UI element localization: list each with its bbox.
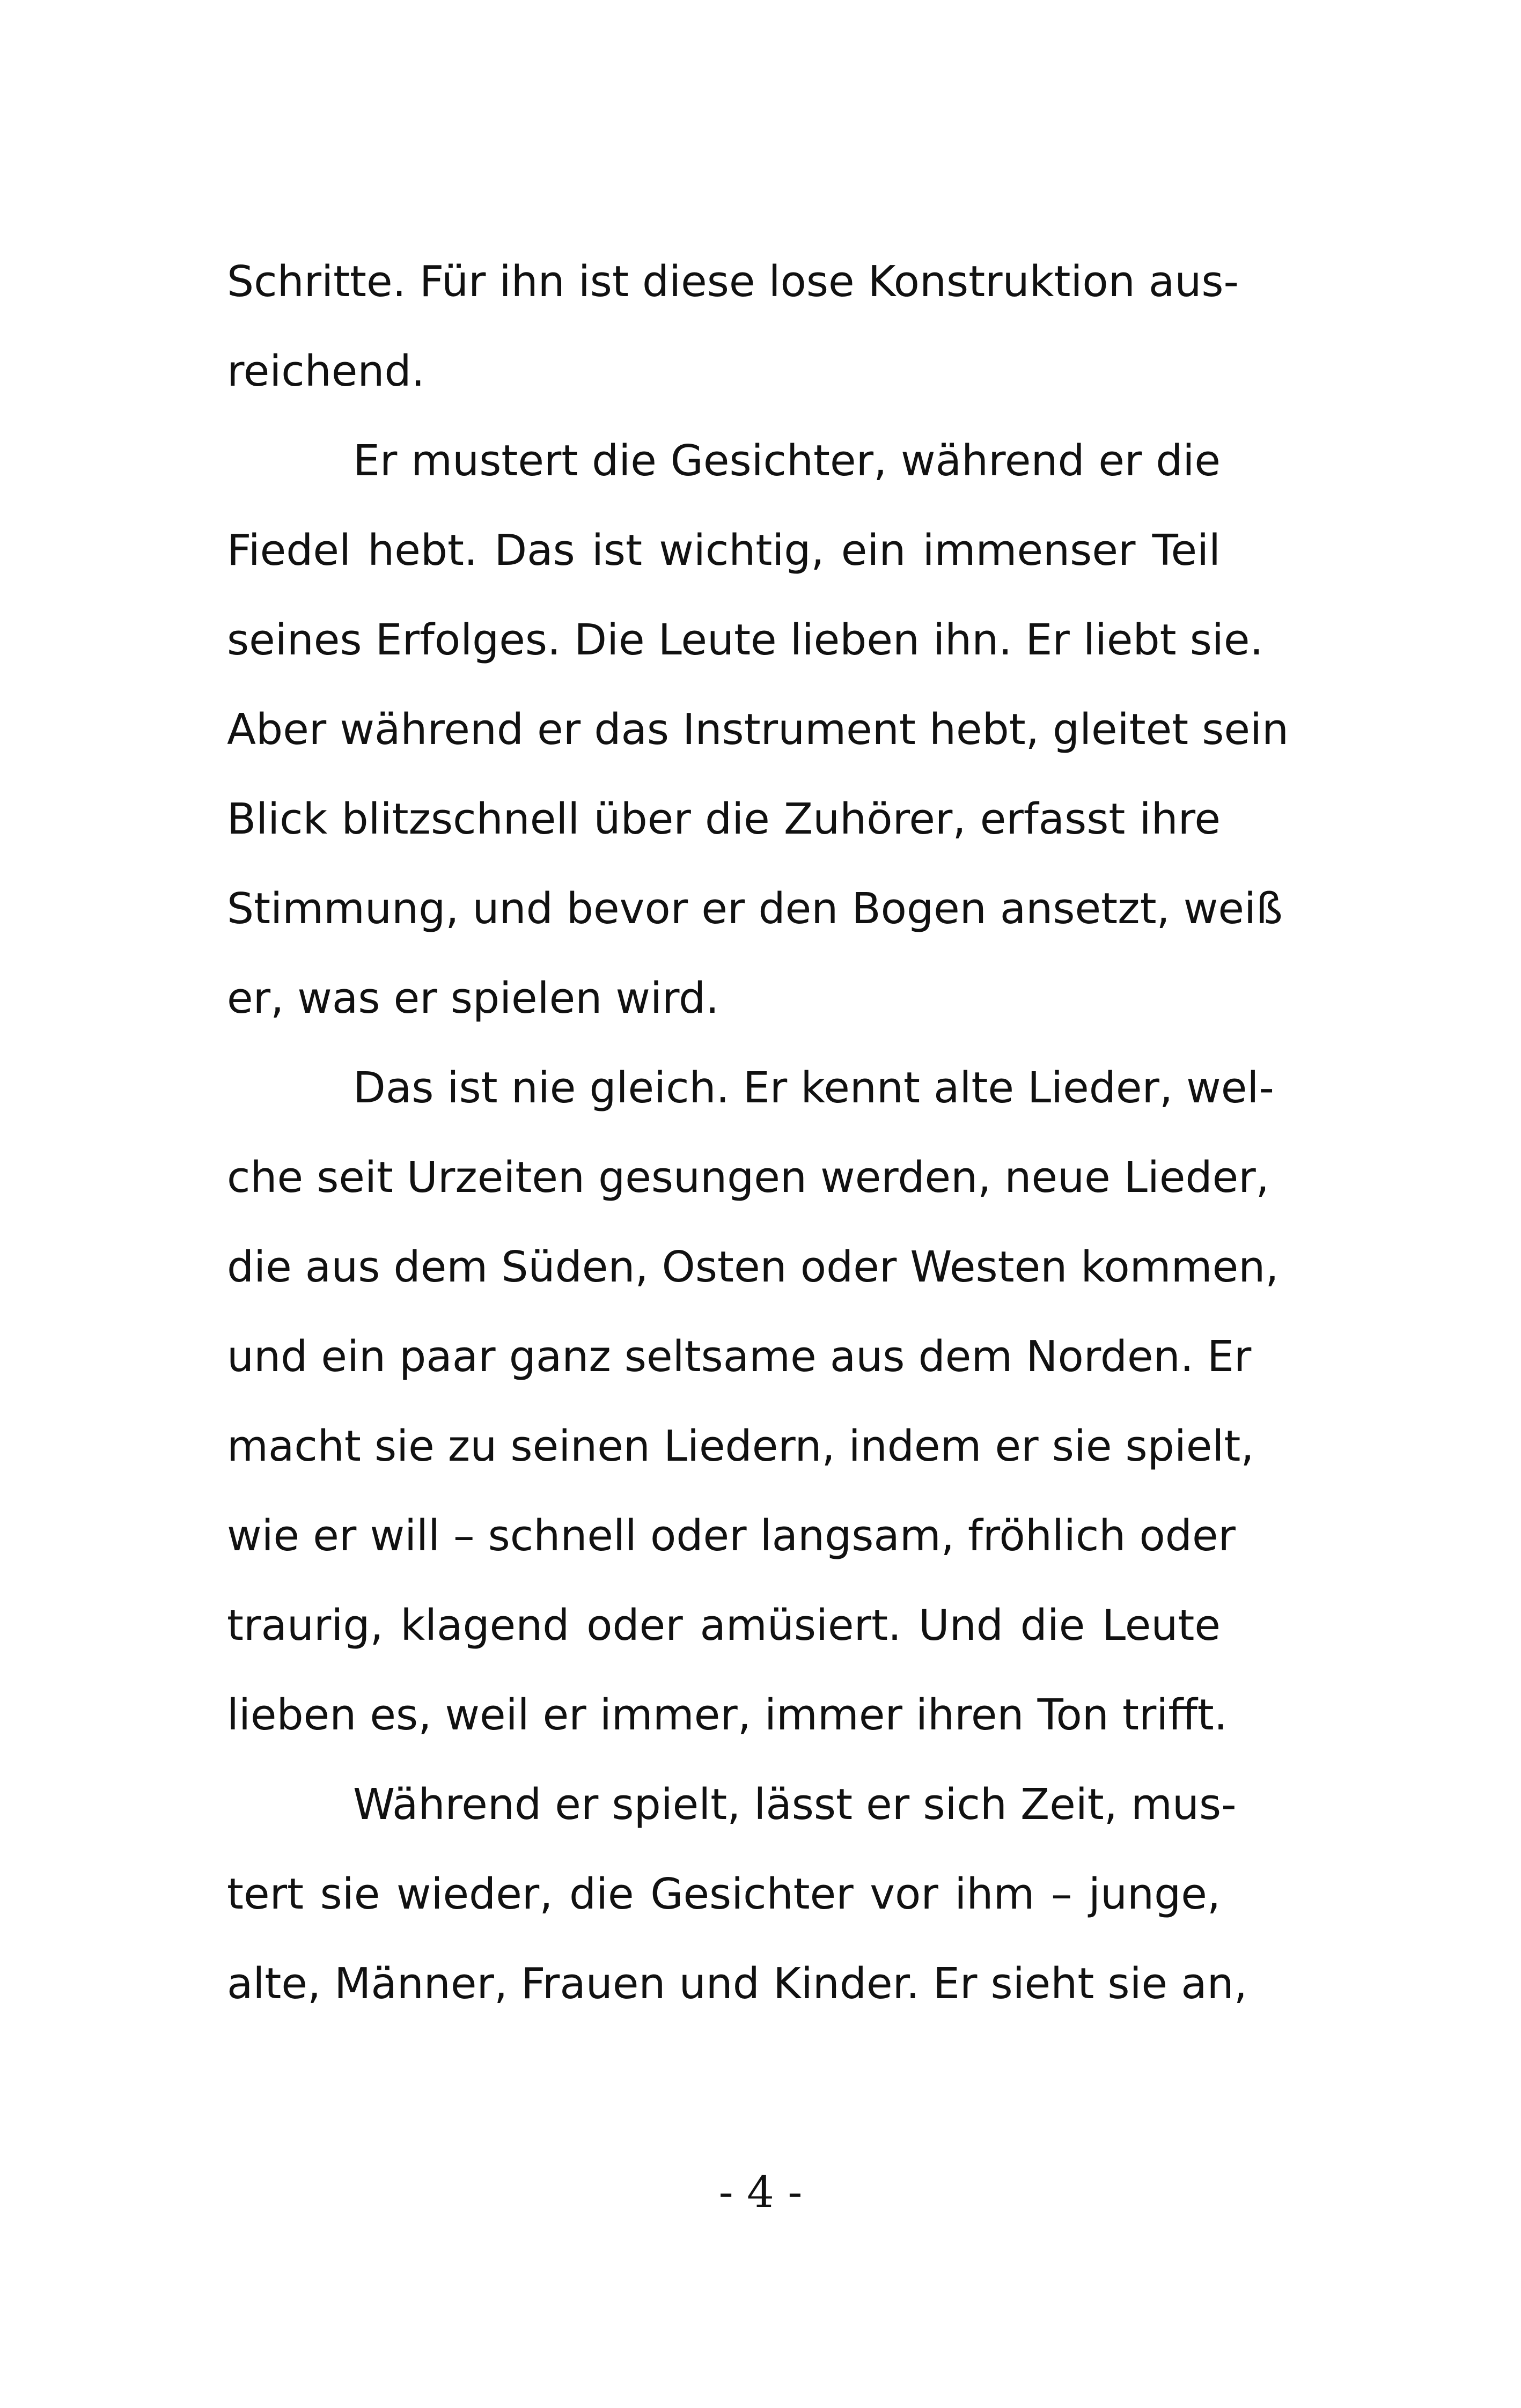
text-line: Blick blitzschnell über die Zuhörer, erfasst ihre (227, 794, 1221, 844)
page-number: - 4 - (718, 2167, 803, 2217)
text-line: Er mustert die Gesichter, während er die (353, 436, 1221, 485)
text-line: und ein paar ganz seltsame aus dem Norden. Er (227, 1332, 1252, 1381)
text-line: macht sie zu seinen Liedern, indem er sie spielt, (227, 1422, 1254, 1471)
text-line: reichend. (227, 347, 425, 396)
text-line: die aus dem Süden, Osten oder Westen kommen, (227, 1242, 1279, 1292)
text-line: Aber während er das Instrument hebt, gleitet sein (227, 705, 1289, 754)
body-text (227, 237, 1289, 2029)
text-line: tert sie wieder, die Gesichter vor ihm – junge, (227, 1869, 1221, 1919)
text-line: alte, Männer, Frauen und Kinder. Er sieht sie an, (227, 1959, 1247, 2008)
text-line: lieben es, weil er immer, immer ihren Ton trifft. (227, 1690, 1228, 1740)
text-line: seines Erfolges. Die Leute lieben ihn. Er liebt sie. (227, 615, 1263, 665)
text-line: Während er spielt, lässt er sich Zeit, mus- (353, 1780, 1237, 1829)
text-line: wie er will – schnell oder langsam, fröhlich oder (227, 1511, 1236, 1560)
text-line: Stimmung, und bevor er den Bogen ansetzt, weiß (227, 884, 1283, 933)
text-line: traurig, klagend oder amüsiert. Und die Leute (227, 1601, 1221, 1650)
text-line: Schritte. Für ihn ist diese lose Konstruktion aus- (227, 257, 1239, 306)
text-line: che seit Urzeiten gesungen werden, neue Lieder, (227, 1153, 1269, 1202)
text-line: Das ist nie gleich. Er kennt alte Lieder, wel- (353, 1063, 1274, 1113)
text-line: er, was er spielen wird. (227, 974, 719, 1023)
text-line: Fiedel hebt. Das ist wichtig, ein immenser Teil (227, 526, 1221, 575)
